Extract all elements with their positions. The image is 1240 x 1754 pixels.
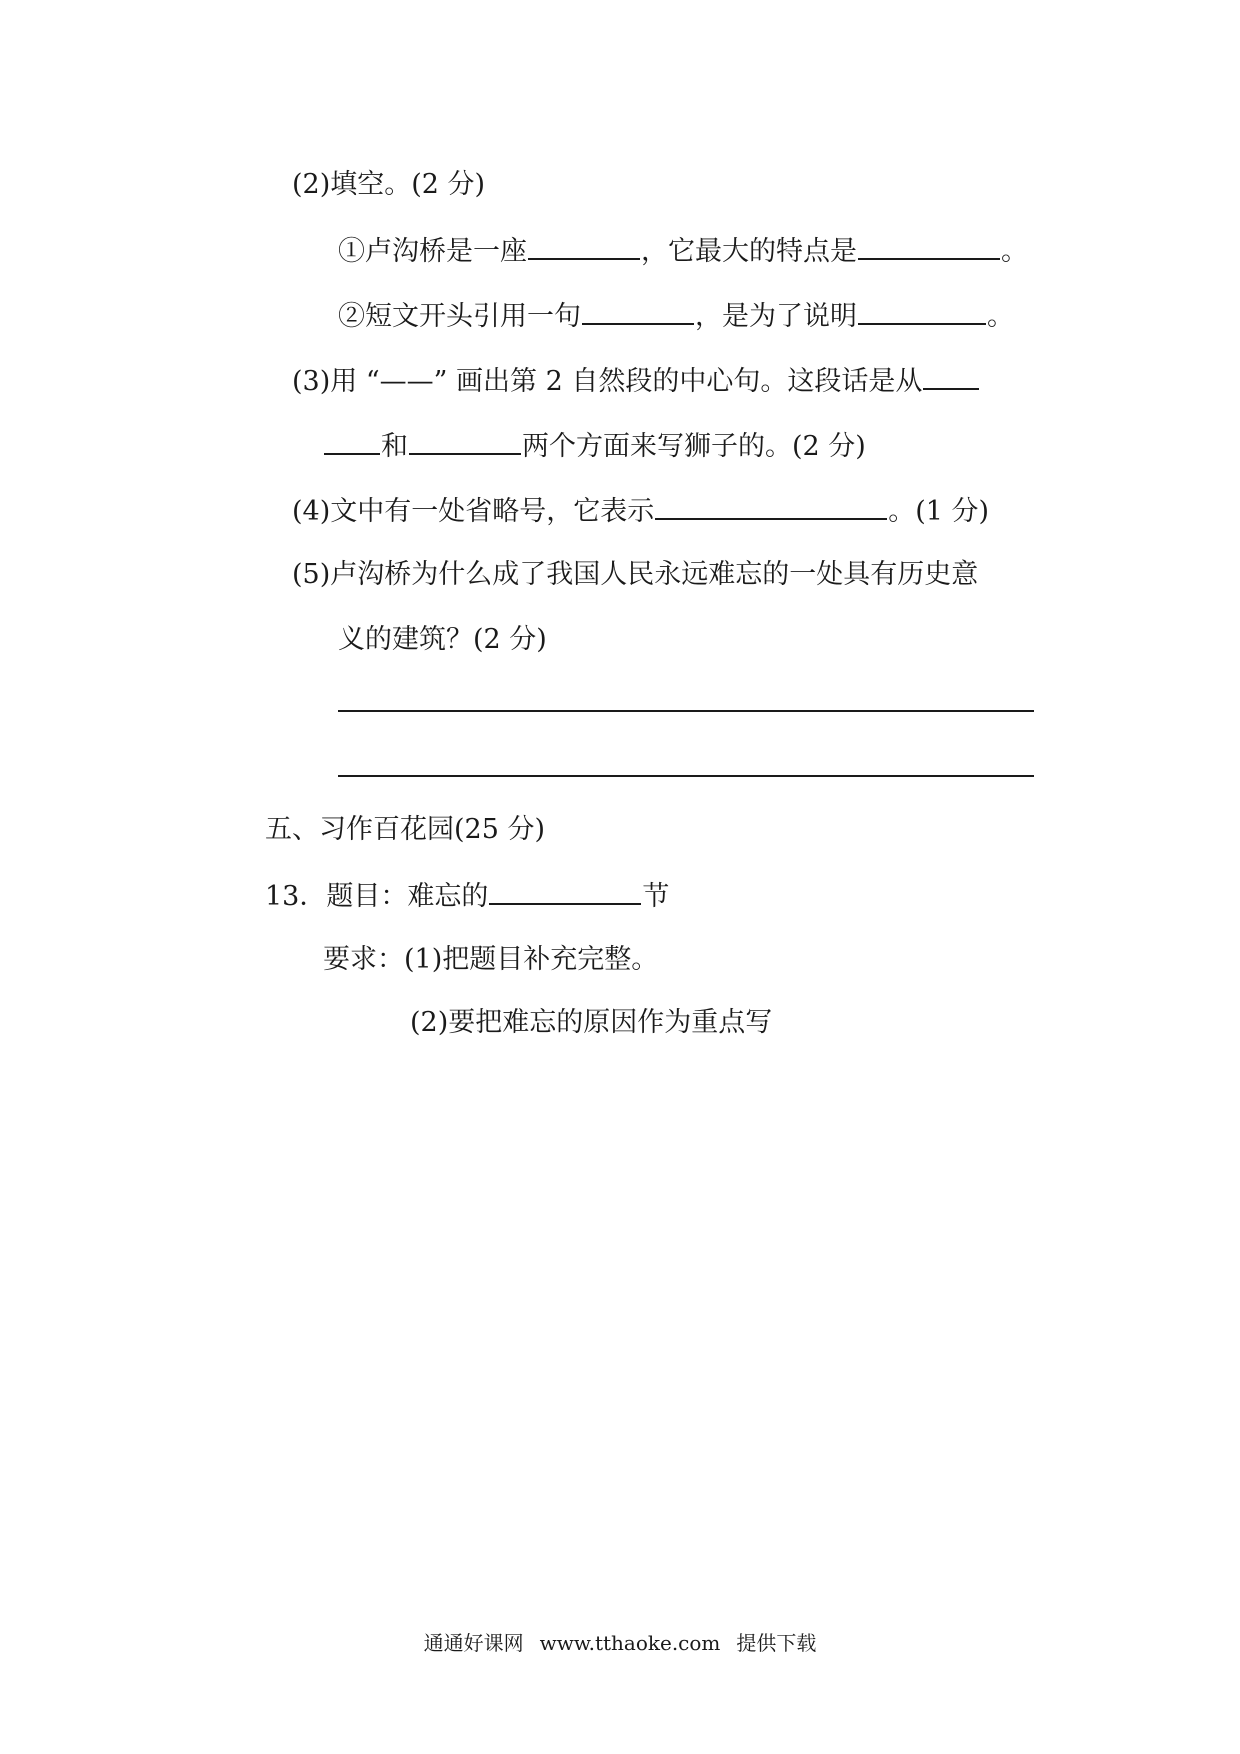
question-2-label: (2)填空。(2 分) <box>292 169 486 200</box>
item-1-suffix: 。 <box>1001 236 1028 267</box>
question-13-title <box>265 875 669 917</box>
fill-blank[interactable] <box>655 490 887 520</box>
fill-blank[interactable] <box>923 360 979 390</box>
fill-blank[interactable] <box>528 230 640 260</box>
question-4 <box>292 490 989 532</box>
question-5-line-2: 义的建筑？(2 分) <box>338 624 547 655</box>
item-2-prefix: ②短文开头引用一句 <box>338 301 581 332</box>
item-2-suffix: 。 <box>987 301 1014 332</box>
fill-blank[interactable] <box>858 230 1000 260</box>
question-2-item-1 <box>338 230 1028 272</box>
requirement-2: (2)要把难忘的原因作为重点写 <box>410 1007 773 1038</box>
fill-blank[interactable] <box>324 425 380 455</box>
question-4-suffix: 。(1 分) <box>888 496 990 527</box>
question-3-middle: 和 <box>381 431 408 462</box>
fill-blank[interactable] <box>582 295 694 325</box>
fill-blank[interactable] <box>409 425 521 455</box>
question-3-prefix: (3)用 “——” 画出第 2 自然段的中心句。这段话是从 <box>292 366 923 397</box>
question-4-prefix: (4)文中有一处省略号，它表示 <box>292 496 655 527</box>
requirement-1: 要求：(1)把题目补充完整。 <box>323 944 659 975</box>
question-13-suffix: 节 <box>642 881 670 912</box>
question-3-line-1 <box>292 360 980 402</box>
page-footer <box>0 1628 1240 1658</box>
footer-action: 提供下载 <box>736 1631 817 1655</box>
answer-line[interactable] <box>338 710 1034 712</box>
item-1-prefix: ①卢沟桥是一座 <box>338 236 527 267</box>
question-3-suffix: 两个方面来写狮子的。(2 分) <box>522 431 866 462</box>
question-13-prefix: 13．题目：难忘的 <box>265 881 489 912</box>
question-2-item-2 <box>338 295 1014 337</box>
question-3-line-2 <box>323 425 866 467</box>
item-2-middle: ，是为了说明 <box>695 301 857 332</box>
fill-blank[interactable] <box>858 295 986 325</box>
footer-site-name: 通通好课网 <box>423 1631 524 1655</box>
footer-url: www.tthaoke.com <box>539 1631 721 1655</box>
fill-blank[interactable] <box>489 875 641 905</box>
item-1-middle: ，它最大的特点是 <box>641 236 857 267</box>
section-5-title: 五、习作百花园(25 分) <box>265 814 546 845</box>
question-5-line-1: (5)卢沟桥为什么成了我国人民永远难忘的一处具有历史意 <box>292 559 979 590</box>
answer-line[interactable] <box>338 775 1034 777</box>
